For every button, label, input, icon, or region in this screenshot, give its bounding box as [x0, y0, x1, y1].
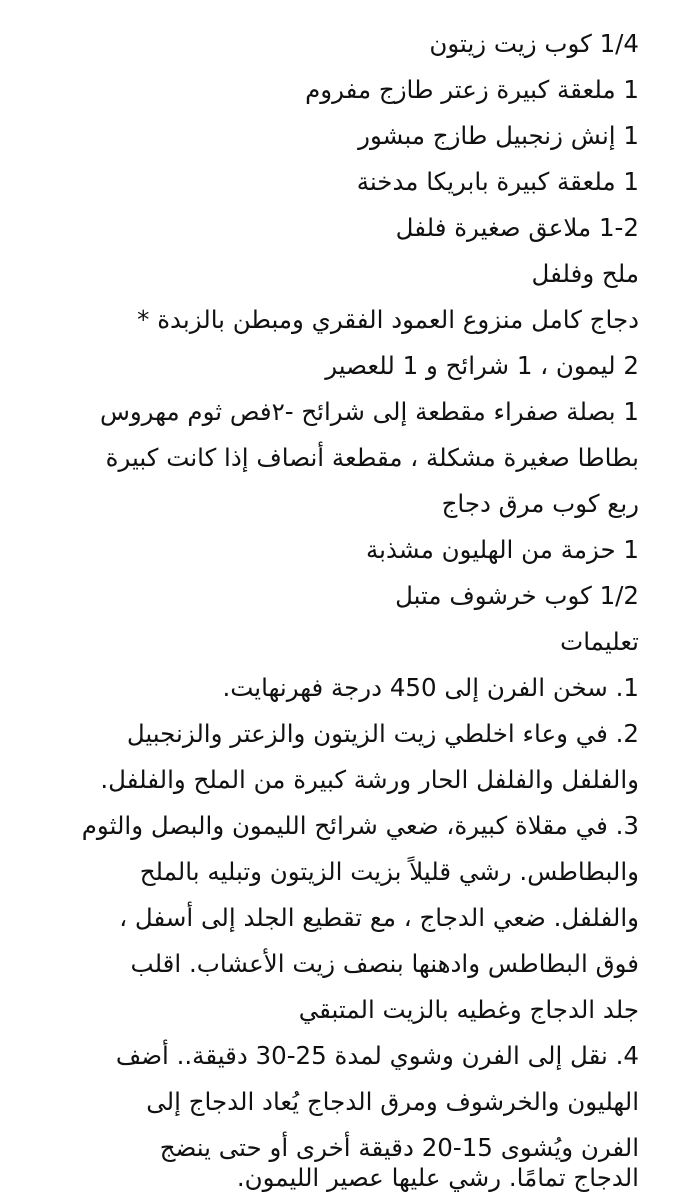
- ingredient-chicken: دجاج كامل منزوع العمود الفقري ومبطن بالزبدة *: [137, 305, 639, 334]
- instruction-step-2-line-1: 2. في وعاء اخلطي زيت الزيتون والزعتر والزنجبيل: [126, 719, 639, 748]
- instruction-step-2-line-2: والفلفل والفلفل الحار ورشة كبيرة من الملح والفلفل.: [100, 765, 639, 794]
- instruction-step-3-line-3: والفلفل. ضعي الدجاج ، مع تقطيع الجلد إلى أسفل ،: [119, 903, 639, 932]
- instruction-step-3-line-1: 3. في مقلاة كبيرة، ضعي شرائح الليمون والبصل والثوم: [81, 811, 639, 840]
- ingredient-thyme: 1 ملعقة كبيرة زعتر طازج مفروم: [305, 75, 639, 104]
- ingredient-artichoke: 1/2 كوب خرشوف متبل: [395, 581, 639, 610]
- instructions-heading: تعليمات: [560, 627, 639, 656]
- ingredient-pepper: 1-2 ملاعق صغيرة فلفل: [395, 213, 639, 242]
- ingredient-lemons: 2 ليمون ، 1 شرائح و 1 للعصير: [325, 351, 639, 380]
- ingredient-chicken-broth: ربع كوب مرق دجاج: [441, 489, 639, 518]
- instruction-step-4-line-3: الفرن ويُشوى 15-20 دقيقة أخرى أو حتى ينضج: [159, 1133, 639, 1162]
- ingredient-paprika: 1 ملعقة كبيرة بابريكا مدخنة: [356, 167, 639, 196]
- ingredient-salt-pepper: ملح وفلفل: [531, 259, 639, 288]
- ingredient-ginger: 1 إنش زنجبيل طازج مبشور: [358, 121, 639, 150]
- ingredient-onion-garlic: 1 بصلة صفراء مقطعة إلى شرائح -٢فص ثوم مهروس: [99, 397, 639, 426]
- ingredient-asparagus: 1 حزمة من الهليون مشذبة: [366, 535, 639, 564]
- ingredient-potatoes: بطاطا صغيرة مشكلة ، مقطعة أنصاف إذا كانت كبيرة: [105, 443, 639, 472]
- instruction-step-4-line-4: الدجاج تمامًا. رشي عليها عصير الليمون.: [236, 1163, 639, 1192]
- instruction-step-3-line-5: جلد الدجاج وغطيه بالزيت المتبقي: [298, 995, 639, 1024]
- instruction-step-4-line-1: 4. نقل إلى الفرن وشوي لمدة 25-30 دقيقة.. أضف: [115, 1041, 639, 1070]
- instruction-step-1: 1. سخن الفرن إلى 450 درجة فهرنهايت.: [222, 673, 639, 702]
- instruction-step-3-line-2: والبطاطس. رشي قليلاً بزيت الزيتون وتبليه بالملح: [139, 857, 639, 886]
- instruction-step-3-line-4: فوق البطاطس وادهنها بنصف زيت الأعشاب. اقلب: [130, 949, 639, 978]
- ingredient-olive-oil: 1/4 كوب زيت زيتون: [429, 29, 639, 58]
- instruction-step-4-line-2: الهليون والخرشوف ومرق الدجاج يُعاد الدجاج إلى: [146, 1087, 639, 1116]
